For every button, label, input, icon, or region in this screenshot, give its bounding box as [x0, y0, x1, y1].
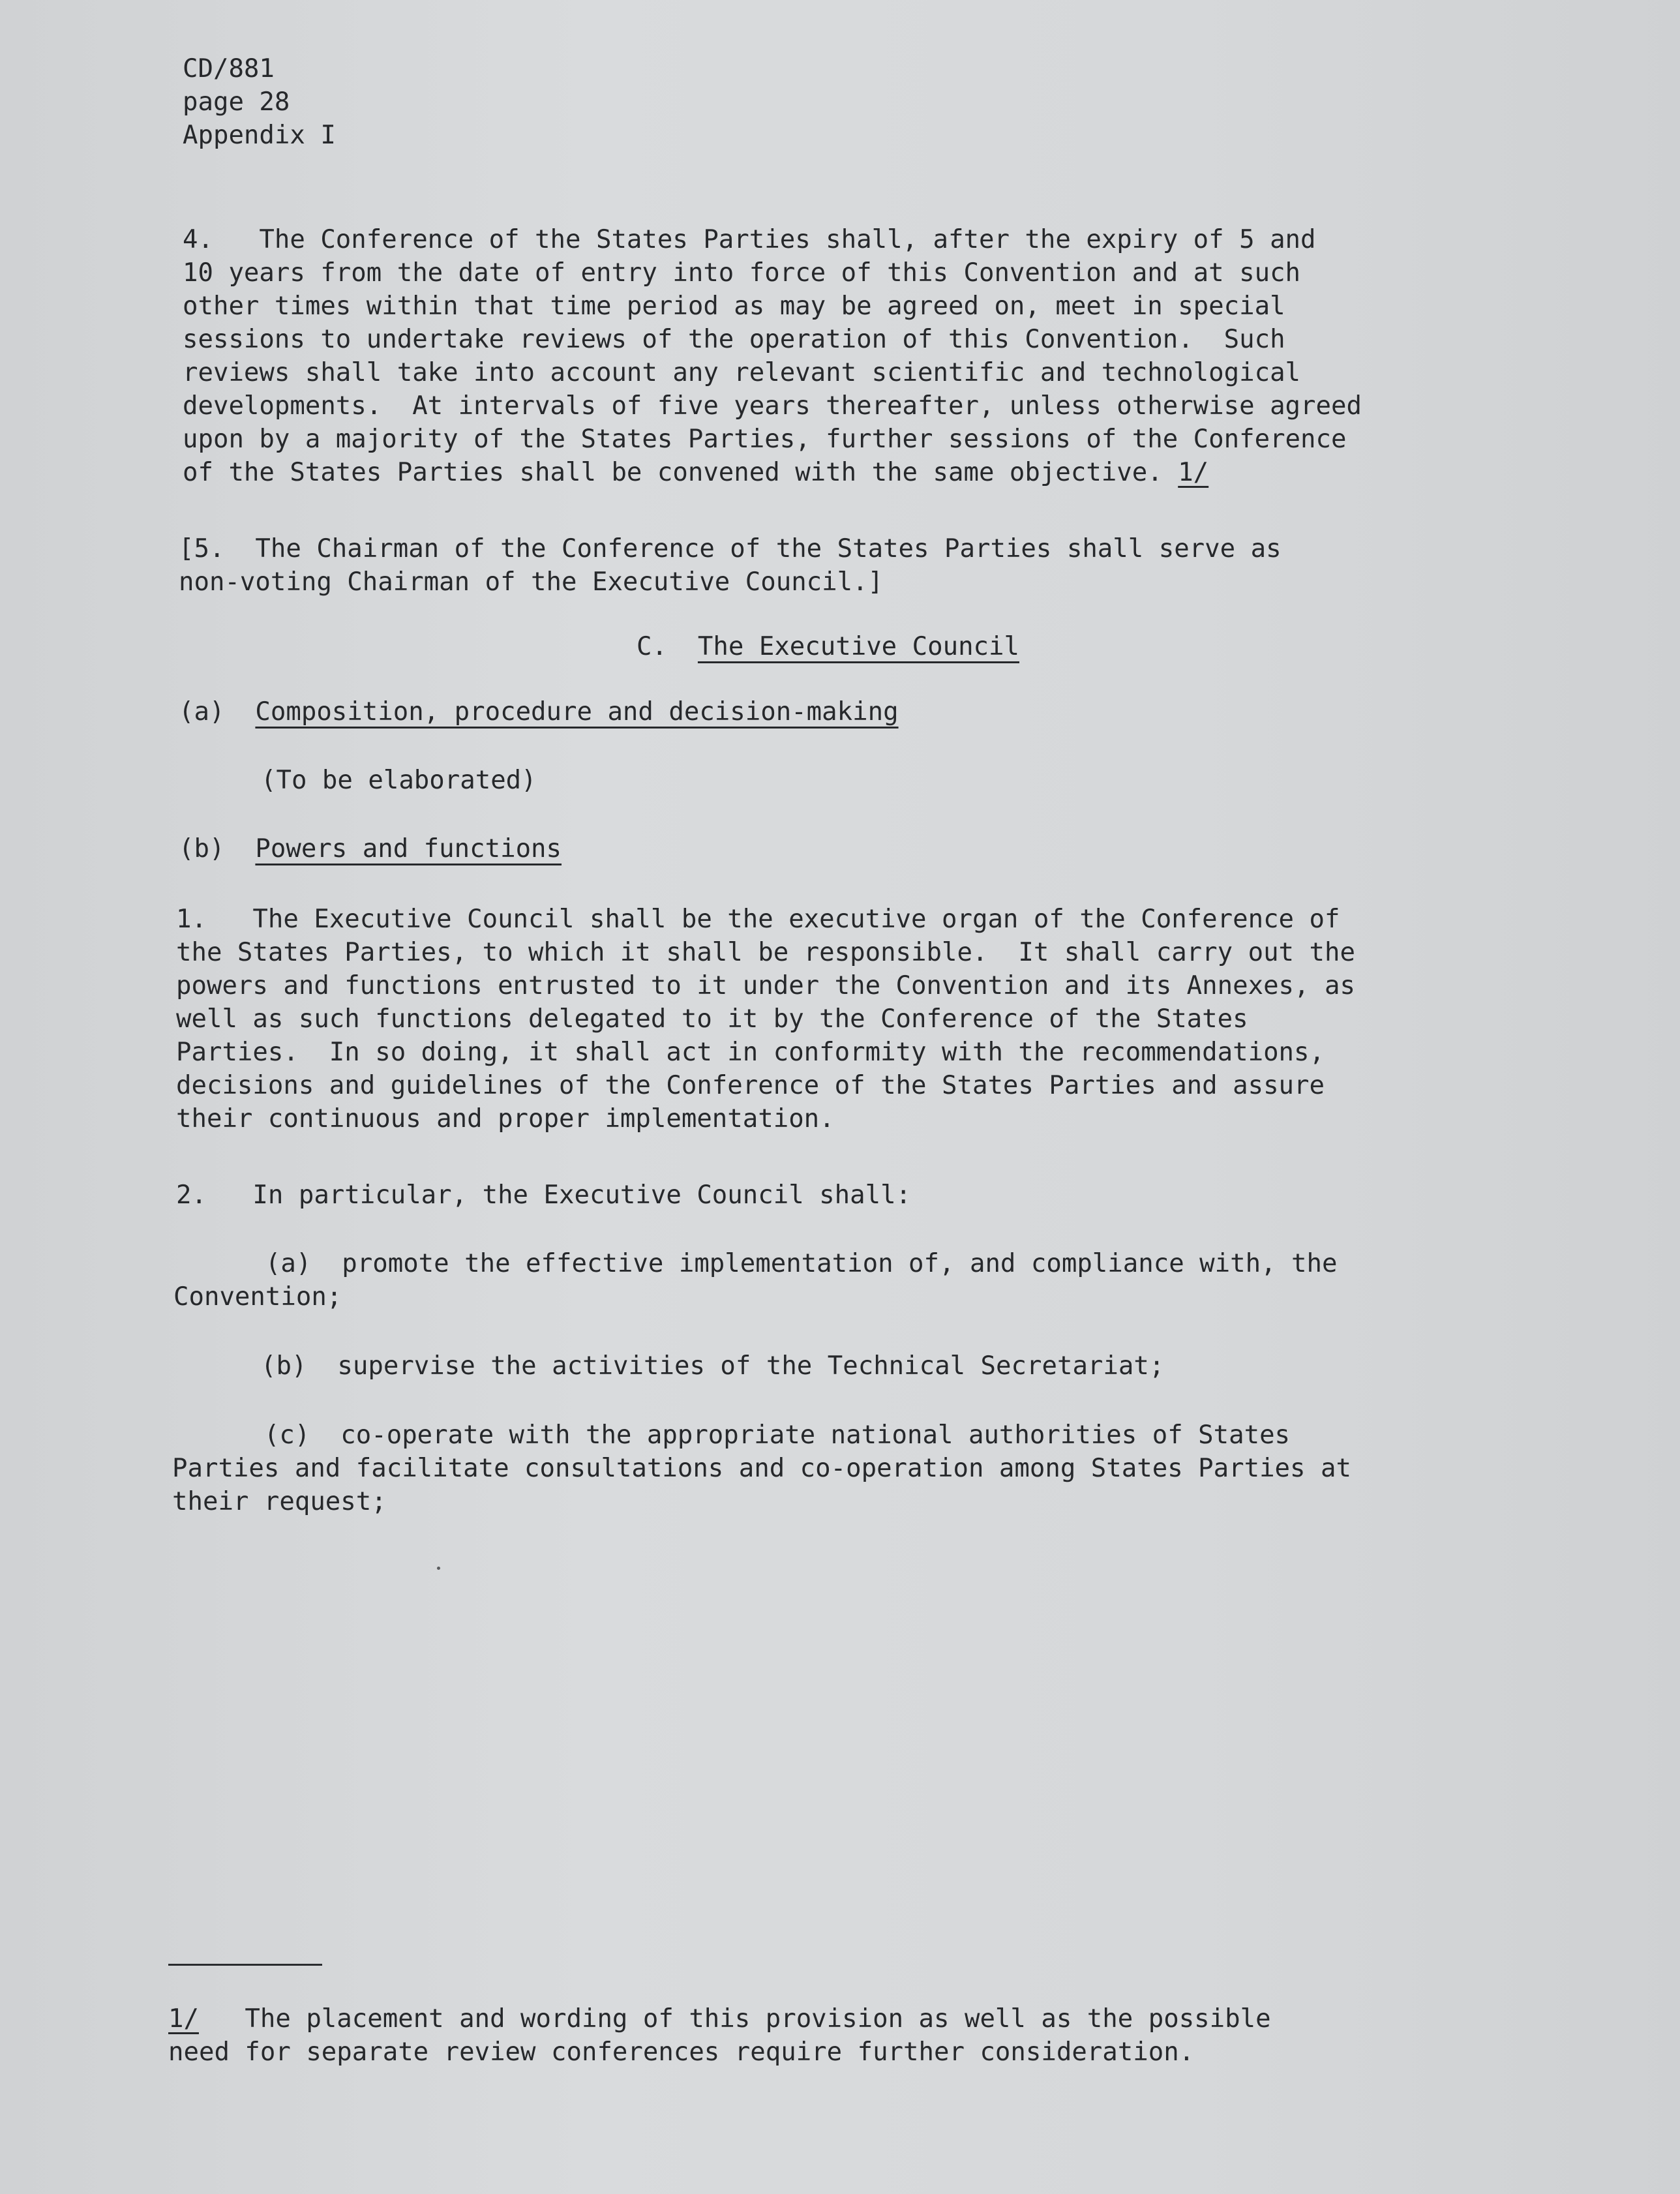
list-item-c — [172, 1419, 1351, 1518]
footnote-line — [168, 2002, 1271, 2036]
paragraph-line: 10 years from the date of entry into force of this Convention and at such — [183, 258, 1301, 288]
paragraph-line: the States Parties, to which it shall be responsible. It shall carry out the — [176, 938, 1355, 967]
subsection-label: (a) — [179, 697, 256, 727]
paragraph-line: sessions to undertake reviews of the operation of this Convention. Such — [183, 325, 1285, 354]
list-item-line: (a) promote the effective implementation of, and compliance with, the — [173, 1249, 1338, 1278]
paragraph-1 — [176, 903, 1355, 1135]
paragraph-line: upon by a majority of the States Parties, further sessions of the Conference — [183, 425, 1347, 454]
scan-speck — [437, 1567, 440, 1570]
list-item-line: their request; — [172, 1487, 387, 1516]
paragraph-line: decisions and guidelines of the Conference of the States Parties and assure — [176, 1071, 1325, 1100]
paragraph-5 — [179, 532, 1282, 599]
list-item-line: Parties and facilitate consultations and co-operation among States Parties at — [172, 1454, 1351, 1483]
paragraph-2: 2. In particular, the Executive Council shall: — [176, 1180, 912, 1210]
page-number: page 28 — [183, 87, 290, 117]
footnote-text: The placement and wording of this provision as well as the possible — [198, 2004, 1271, 2034]
paragraph-line: non-voting Chairman of the Executive Council.] — [179, 567, 884, 597]
section-letter: C. — [637, 632, 698, 661]
subsection-b-heading — [179, 832, 562, 865]
subsection-title: Composition, procedure and decision-making — [255, 697, 899, 727]
paragraph-4 — [183, 223, 1362, 489]
page-header — [183, 52, 336, 152]
paragraph-line: Parties. In so doing, it shall act in conformity with the recommendations, — [176, 1038, 1325, 1067]
paragraph-line: powers and functions entrusted to it under the Convention and its Annexes, as — [176, 971, 1355, 1000]
list-item-b: (b) supervise the activities of the Technical Secretariat; — [261, 1351, 1165, 1381]
paragraph-line: 1. The Executive Council shall be the executive organ of the Conference of — [176, 905, 1340, 934]
subsection-label: (b) — [179, 834, 256, 864]
paragraph-line: [5. The Chairman of the Conference of the States Parties shall serve as — [179, 534, 1282, 564]
subsection-title: Powers and functions — [255, 834, 562, 864]
appendix-label: Appendix I — [183, 121, 336, 150]
subsection-a-note: (To be elaborated) — [261, 766, 537, 795]
paragraph-line: reviews shall take into account any relevant scientific and technological — [183, 358, 1301, 387]
paragraph-line: other times within that time period as may be agreed on, meet in special — [183, 292, 1285, 321]
footnote — [168, 2002, 1271, 2069]
subsection-a-heading — [179, 695, 899, 729]
paragraph-line: 4. The Conference of the States Parties shall, after the expiry of 5 and — [183, 225, 1316, 254]
document-symbol: CD/881 — [183, 54, 275, 83]
footnote-divider — [168, 1964, 322, 1966]
section-title: The Executive Council — [697, 632, 1020, 661]
list-item-line: Convention; — [173, 1282, 342, 1312]
list-item-a — [173, 1247, 1337, 1314]
list-item-line: (c) co-operate with the appropriate national authorities of States — [172, 1420, 1291, 1450]
section-heading — [637, 630, 1019, 663]
paragraph-line: their continuous and proper implementation. — [176, 1104, 835, 1134]
paragraph-line — [183, 456, 1362, 489]
paragraph-line: well as such functions delegated to it by the Conference of the States — [176, 1004, 1248, 1034]
paragraph-line: developments. At intervals of five years thereafter, unless otherwise agreed — [183, 391, 1362, 421]
footnote-mark: 1/ — [168, 2004, 199, 2034]
footnote-line: need for separate review conferences require further consideration. — [168, 2037, 1195, 2067]
footnote-reference: 1/ — [1178, 458, 1209, 487]
paragraph-line-text: of the States Parties shall be convened with the same objective. — [183, 458, 1178, 487]
